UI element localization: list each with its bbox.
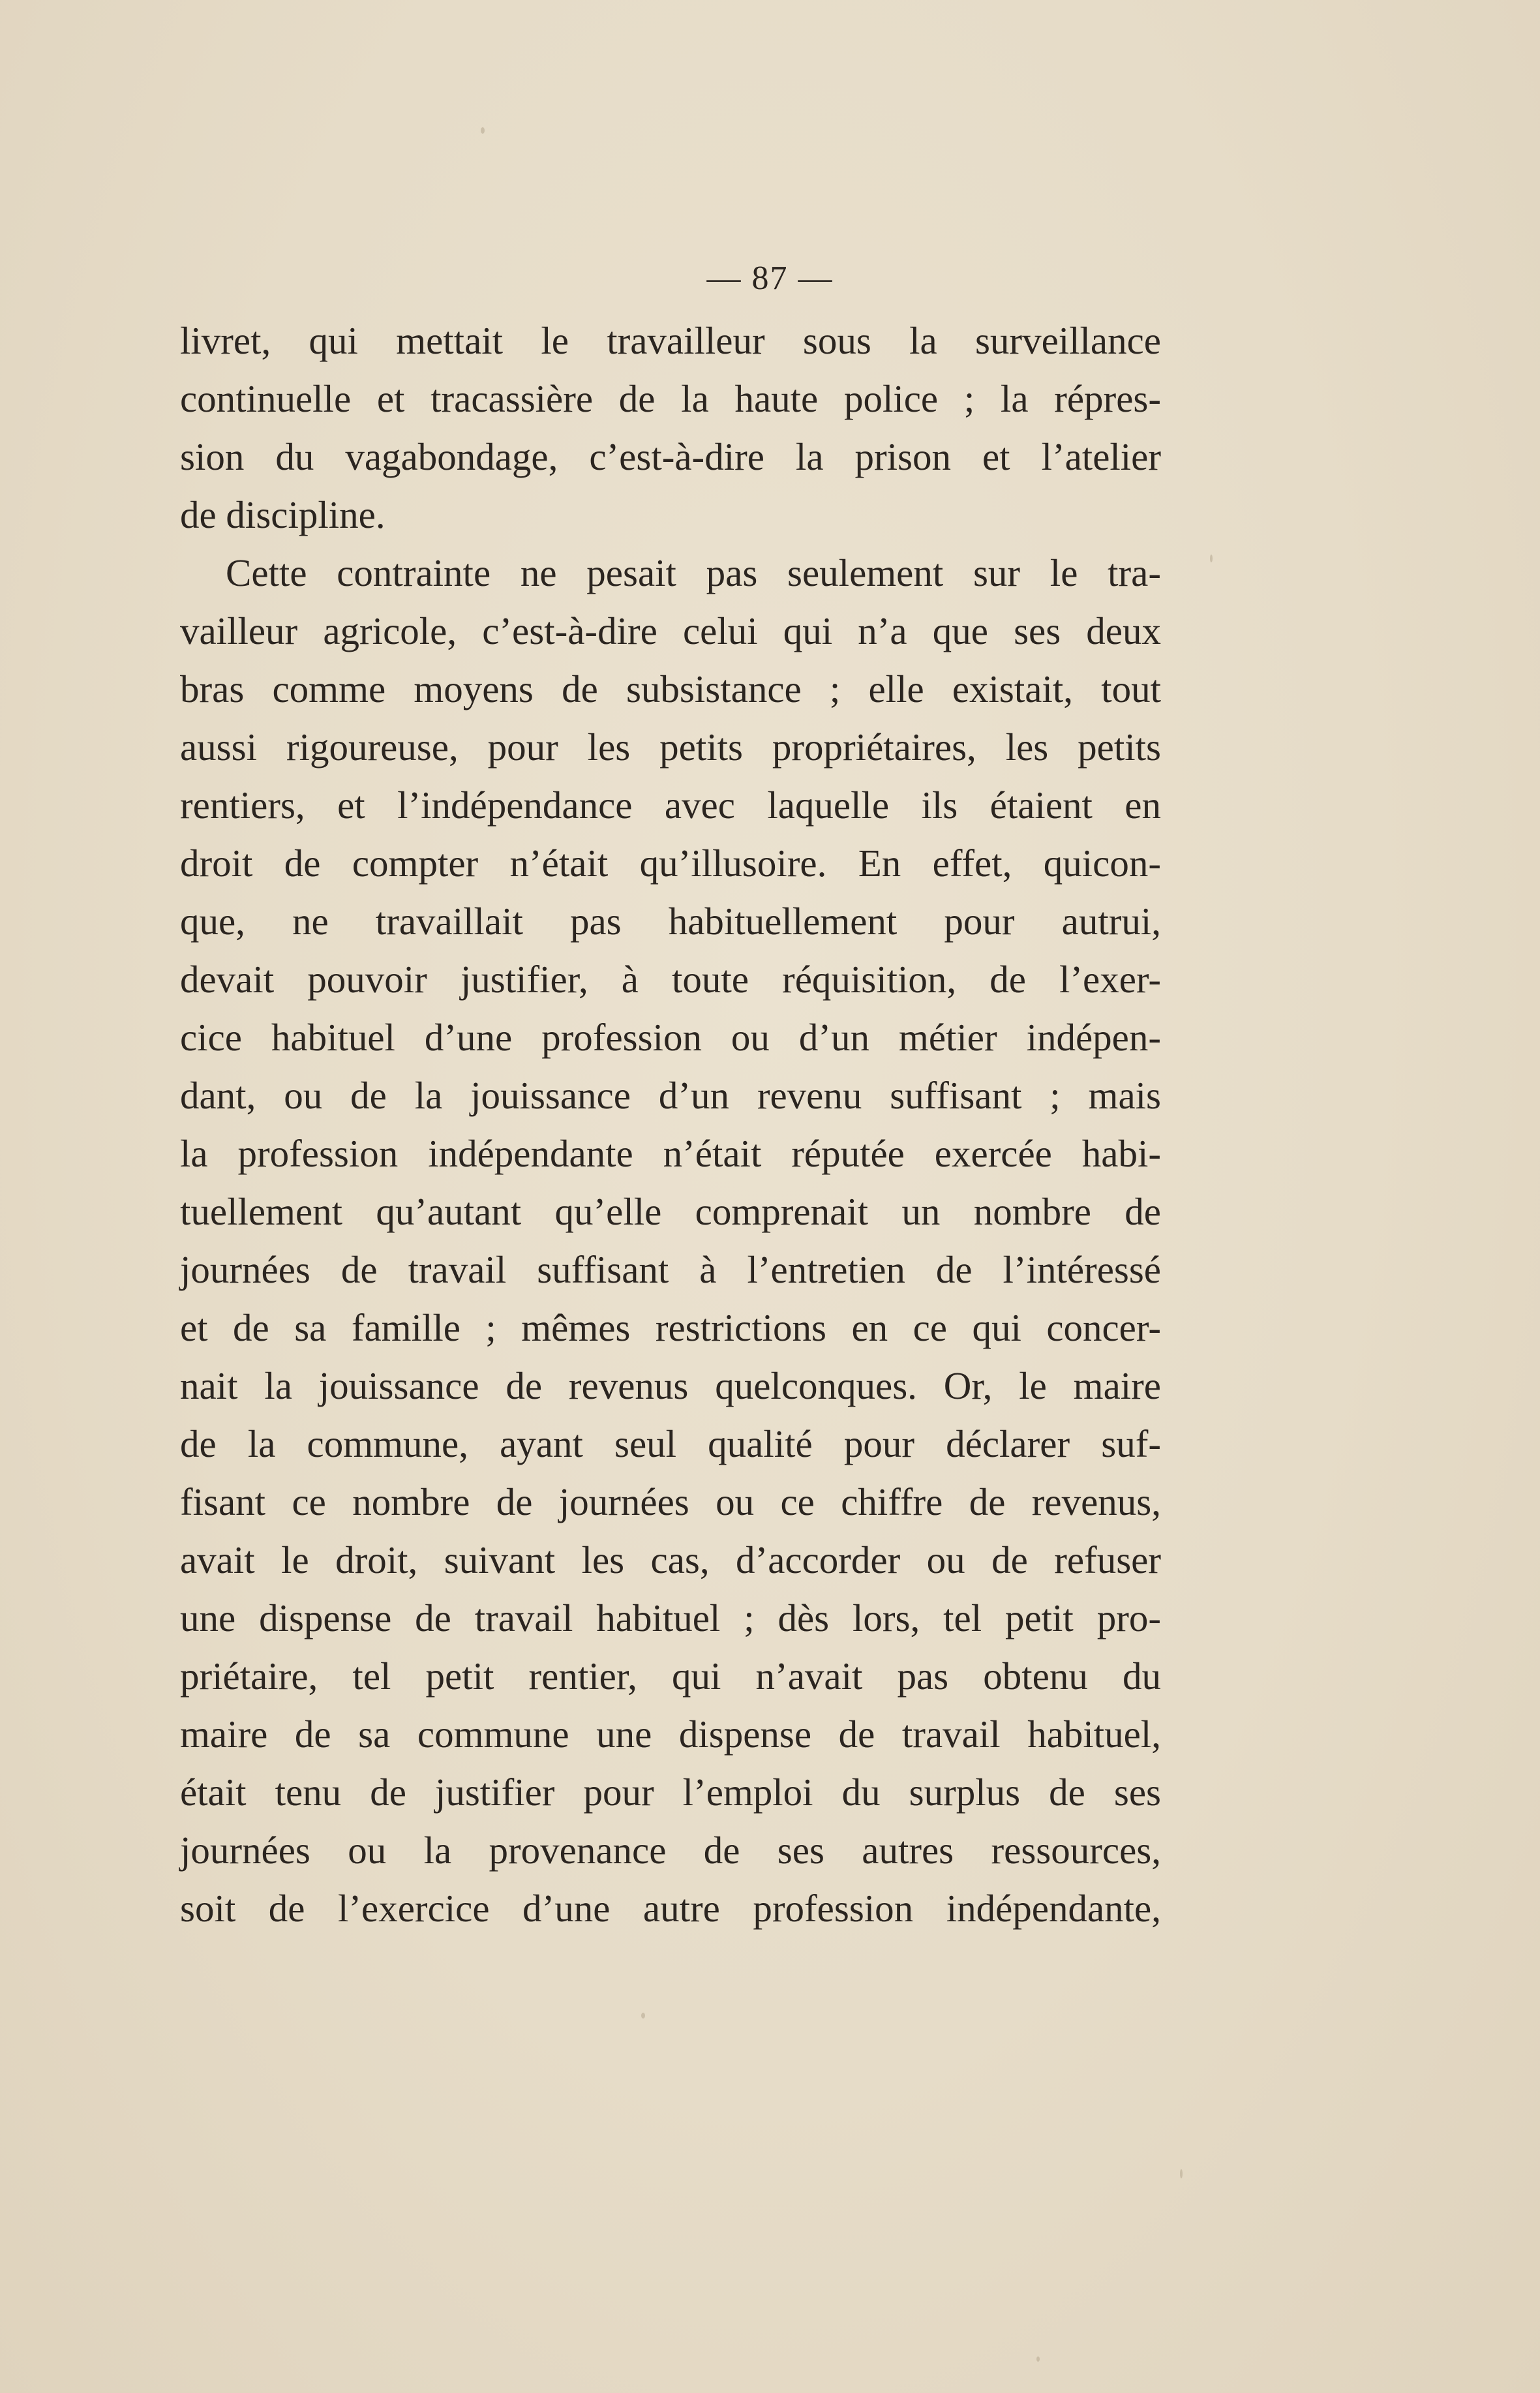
text-line: avait le droit, suivant les cas, d’accorder ou de refuser [180,1538,1161,1581]
text-line: sion du vagabondage, c’est-à-dire la prison et l’atelier [180,435,1161,478]
text-line: journées ou la provenance de ses autres ressources, [180,1829,1161,1872]
text-line: la profession indépendante n’était réputée exercée habi- [180,1132,1161,1175]
text-line: et de sa famille ; mêmes restrictions en ce qui concer- [180,1306,1161,1349]
text-line: livret, qui mettait le travailleur sous la surveillance [180,319,1161,362]
text-line: que, ne travaillait pas habituellement pour autrui, [180,900,1161,943]
text-line: fisant ce nombre de journées ou ce chiffre de revenus, [180,1480,1161,1523]
paper-speck [1180,2169,1183,2178]
text-line: aussi rigoureuse, pour les petits propriétaires, les petits [180,725,1161,769]
text-line: devait pouvoir justifier, à toute réquisition, de l’exer- [180,958,1161,1001]
body-text [180,312,1161,1938]
paper-speck [1036,2356,1040,2362]
page-number: — 87 — [706,260,834,297]
text-line: droit de compter n’était qu’illusoire. En effet, quicon- [180,842,1161,885]
text-line: de discipline. [180,493,385,536]
text-line: de la commune, ayant seul qualité pour déclarer suf- [180,1422,1161,1465]
text-line: cice habituel d’une profession ou d’un métier indépen- [180,1016,1161,1059]
text-line: une dispense de travail habituel ; dès lors, tel petit pro- [180,1596,1161,1639]
text-line: bras comme moyens de subsistance ; elle existait, tout [180,667,1161,710]
text-line: rentiers, et l’indépendance avec laquelle ils étaient en [180,784,1161,827]
text-line: maire de sa commune une dispense de travail habituel, [180,1713,1161,1756]
text-line: nait la jouissance de revenus quelconques. Or, le maire [180,1364,1161,1407]
text-line: continuelle et tracassière de la haute police ; la répres- [180,377,1161,420]
text-line: soit de l’exercice d’une autre profession indépendante, [180,1887,1161,1930]
text-line: dant, ou de la jouissance d’un revenu suffisant ; mais [180,1074,1161,1117]
text-line: tuellement qu’autant qu’elle comprenait un nombre de [180,1190,1161,1233]
paper-speck [1210,555,1213,562]
text-line: journées de travail suffisant à l’entretien de l’intéressé [180,1248,1161,1291]
text-line: était tenu de justifier pour l’emploi du surplus de ses [180,1771,1161,1814]
text-line: priétaire, tel petit rentier, qui n’avait pas obtenu du [180,1654,1161,1698]
paper-speck [641,2013,645,2019]
paper-speck [481,127,485,134]
text-line: vailleur agricole, c’est-à-dire celui qui n’a que ses deux [180,609,1161,652]
paragraph-start-line: Cette contrainte ne pesait pas seulement sur le tra- [226,551,1161,594]
